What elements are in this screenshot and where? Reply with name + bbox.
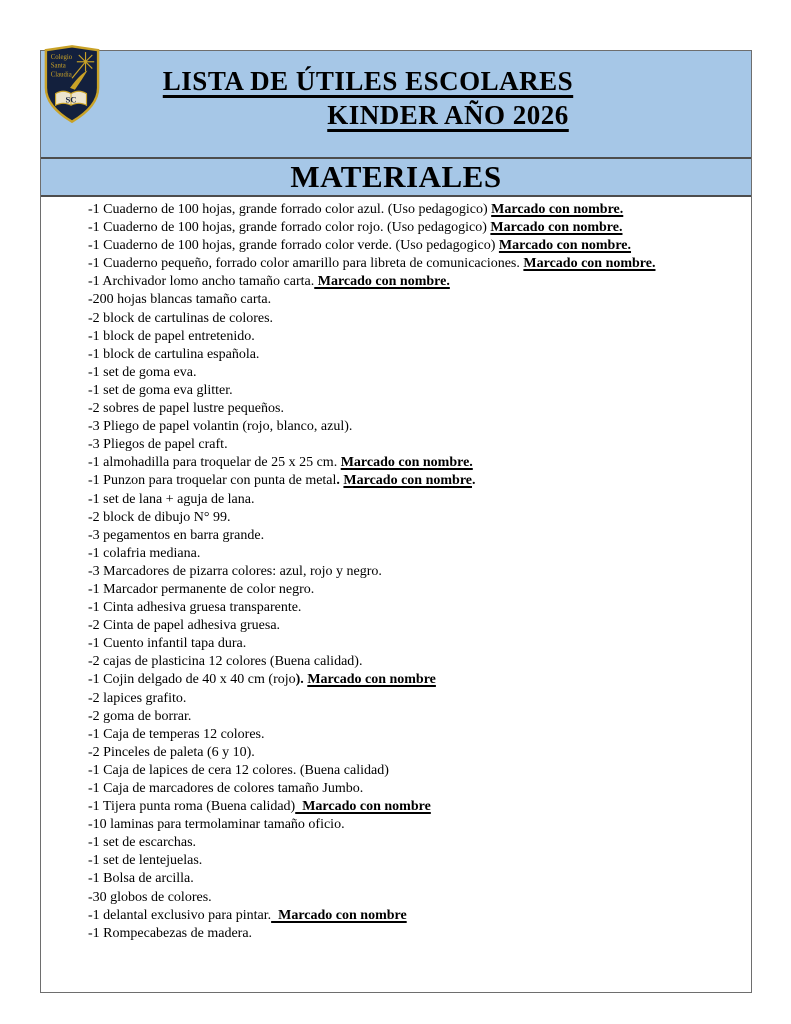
list-item-text: -1 Archivador lomo ancho tamaño carta. [88, 274, 315, 290]
list-item-text: -2 sobres de papel lustre pequeños. [88, 401, 284, 417]
list-item [88, 310, 743, 328]
list-item-text: -200 hojas blancas tamaño carta. [88, 292, 272, 308]
list-item-text: -3 pegamentos en barra grande. [88, 527, 265, 543]
list-item [88, 744, 743, 762]
list-item [88, 237, 743, 255]
crest-monogram: SC [65, 94, 77, 105]
list-item-highlight: Marcado con nombre [295, 799, 431, 815]
list-item-text: -2 goma de borrar. [88, 708, 192, 724]
list-item-text: -1 set de goma eva glitter. [88, 382, 233, 398]
list-item-text: -1 Cuento infantil tapa dura. [88, 636, 247, 652]
list-item-text: -1 Caja de marcadores de colores tamaño Jumbo. [88, 781, 364, 796]
list-item-text: -1 Bolsa de arcilla. [88, 871, 194, 887]
list-item-text: -1 Cojin delgado de 40 x 40 cm (rojo [88, 672, 296, 688]
list-item-text: -1 Caja de lapices de cera 12 colores. (Buena calidad) [88, 762, 389, 778]
list-item-highlight: Marcado con nombre [343, 473, 473, 489]
list-item-text: -1 Cuaderno de 100 hojas, grande forrado color verde. (Uso pedagogico) [88, 238, 499, 254]
list-item-highlight: Marcado con nombre. [314, 274, 450, 290]
list-item [88, 925, 743, 943]
list-item-text: -3 Pliegos de papel craft. [88, 437, 228, 453]
list-item-highlight: . [336, 473, 344, 489]
list-item [88, 780, 743, 798]
list-item [88, 527, 743, 545]
list-item [88, 472, 743, 490]
list-item-text: -1 colafria mediana. [88, 545, 201, 561]
title-line-2-text: KINDER AÑO 2026 [327, 100, 569, 130]
list-item [88, 581, 743, 599]
list-item-text: -1 delantal exclusivo para pintar. [88, 907, 272, 923]
list-item [88, 563, 743, 581]
list-item [88, 816, 743, 834]
list-item [88, 852, 743, 870]
list-item-highlight: Marcado con nombre. [491, 202, 624, 217]
list-item [88, 870, 743, 888]
title-line-1 [13, 64, 723, 98]
document-title [41, 51, 751, 132]
list-item [88, 907, 743, 925]
list-item-text: -30 globos de colores. [88, 889, 212, 905]
list-item [88, 400, 743, 418]
list-item-text: -1 Tijera punta roma (Buena calidad) [88, 799, 296, 815]
list-item-text: -1 Cinta adhesiva gruesa transparente. [88, 600, 302, 616]
list-item [88, 273, 743, 291]
list-item-text: -1 Cuaderno pequeño, forrado color amarillo para libreta de comunicaciones. [88, 256, 524, 272]
list-item [88, 454, 743, 472]
content-area [41, 197, 751, 943]
list-item-text: -2 lapices grafito. [88, 690, 187, 706]
section-heading: MATERIALES [290, 159, 502, 194]
list-item-text: -3 Marcadores de pizarra colores: azul, rojo y negro. [88, 563, 382, 579]
list-item [88, 219, 743, 237]
list-item-text: -2 cajas de plasticina 12 colores (Buena calidad). [88, 654, 363, 670]
header-band [41, 51, 751, 159]
list-item-highlight: Marcado con nombre. [523, 256, 656, 272]
list-item-text: -1 block de cartulina española. [88, 346, 260, 362]
list-item [88, 726, 743, 744]
list-item-text: -3 Pliego de papel volantin (rojo, blanco, azul). [88, 419, 353, 435]
list-item-highlight: ). [295, 672, 308, 688]
list-item-highlight: Marcado con nombre. [340, 455, 473, 471]
list-item-highlight: Marcado con nombre [271, 907, 407, 923]
list-item [88, 671, 743, 689]
list-item-text: -10 laminas para termolaminar tamaño oficio. [88, 817, 345, 833]
list-item [88, 635, 743, 653]
crest-name-line2: Santa [50, 62, 66, 70]
list-item-highlight: . [472, 473, 476, 489]
list-item-text: -2 Pinceles de paleta (6 y 10). [88, 744, 255, 760]
list-item [88, 545, 743, 563]
list-item-text: -1 set de lentejuelas. [88, 853, 203, 869]
section-band [41, 159, 751, 197]
list-item [88, 364, 743, 382]
list-item [88, 834, 743, 852]
list-item [88, 201, 743, 219]
list-item-text: -2 block de cartulinas de colores. [88, 310, 274, 326]
list-item-text: -1 Rompecabezas de madera. [88, 925, 253, 941]
list-item-highlight: Marcado con nombre [307, 672, 436, 688]
list-item-text: -1 Caja de temperas 12 colores. [88, 726, 265, 742]
list-item [88, 382, 743, 400]
list-item-text: -1 set de escarchas. [88, 835, 197, 851]
list-item [88, 436, 743, 454]
title-line-2 [93, 98, 791, 132]
list-item [88, 599, 743, 617]
list-item [88, 255, 743, 273]
list-item-text: -1 block de papel entretenido. [88, 328, 255, 344]
list-item [88, 617, 743, 635]
list-item-text: -1 set de goma eva. [88, 364, 197, 380]
list-item-text: -1 almohadilla para troquelar de 25 x 25 cm. [88, 455, 341, 471]
title-line-1-text: LISTA DE ÚTILES ESCOLARES [162, 66, 574, 96]
list-item-highlight: Marcado con nombre. [490, 220, 623, 236]
list-item [88, 708, 743, 726]
list-item [88, 762, 743, 780]
list-item [88, 346, 743, 364]
list-item [88, 328, 743, 346]
list-item [88, 491, 743, 509]
supplies-table [40, 50, 752, 993]
list-item [88, 291, 743, 309]
materials-list [88, 201, 743, 943]
list-item-text: -1 Punzon para troquelar con punta de metal [88, 473, 337, 489]
list-item-highlight: Marcado con nombre. [498, 238, 632, 254]
list-item-text: -1 set de lana + aguja de lana. [88, 491, 255, 507]
list-item [88, 798, 743, 816]
list-item-text: -1 Cuaderno de 100 hojas, grande forrado color rojo. (Uso pedagogico) [88, 220, 491, 236]
list-item-text: -1 Marcador permanente de color negro. [88, 581, 315, 597]
list-item-text: -2 Cinta de papel adhesiva gruesa. [88, 618, 281, 634]
list-item [88, 653, 743, 671]
crest-name-line3: Claudia [50, 71, 72, 79]
list-item [88, 889, 743, 907]
list-item [88, 509, 743, 527]
list-item-text: -2 block de dibujo N° 99. [88, 509, 231, 525]
list-item [88, 690, 743, 708]
crest-name-line1: Colegio [50, 53, 73, 61]
list-item [88, 418, 743, 436]
list-item-text: -1 Cuaderno de 100 hojas, grande forrado color azul. (Uso pedagogico) [88, 202, 492, 217]
